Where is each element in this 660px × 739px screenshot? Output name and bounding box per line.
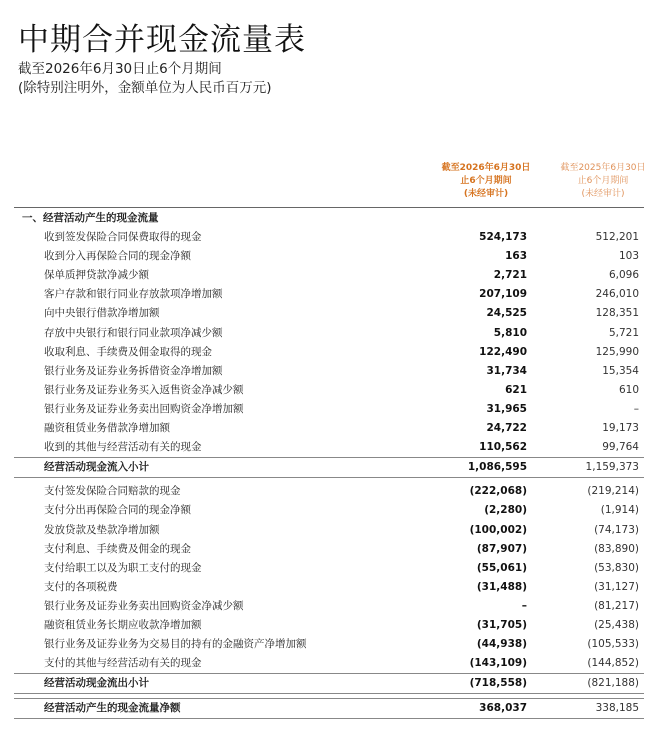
row-label: 支付的其他与经营活动有关的现金: [44, 657, 202, 670]
currency-note: (除特别注明外，金额单位为人民币百万元): [18, 80, 272, 96]
table-row: [14, 324, 644, 343]
outflow-subtotal-row: [14, 673, 644, 694]
previous-value: 338,185: [595, 702, 639, 715]
current-value: 24,722: [486, 422, 527, 435]
previous-period-column-header: [543, 162, 660, 201]
current-value: 5,810: [493, 326, 527, 339]
table-row: [14, 266, 644, 285]
previous-value: 610: [618, 383, 639, 396]
previous-value: (31,127): [594, 580, 639, 593]
row-label: 支付利息、手续费及佣金的现金: [44, 542, 191, 555]
current-value: 2,721: [493, 269, 527, 282]
table-row: [14, 501, 644, 520]
previous-period-header-line: 截至2025年6月30日: [560, 163, 646, 173]
table-row: [14, 482, 644, 501]
previous-value: (144,852): [587, 657, 639, 670]
previous-value: (81,217): [594, 599, 639, 612]
row-label: 银行业务及证券业务为交易目的持有的金融资产净增加额: [44, 638, 307, 651]
previous-value: 128,351: [595, 307, 639, 320]
row-label: 支付分出再保险合同的现金净额: [44, 504, 191, 517]
previous-value: (53,830): [594, 561, 639, 574]
row-label: 经营活动产生的现金流量净额: [44, 702, 181, 715]
row-label: 融资租赁业务长期应收款净增加额: [44, 618, 202, 631]
current-value: 31,965: [486, 402, 527, 415]
previous-value: (821,188): [587, 677, 639, 690]
previous-value: 1,159,373: [585, 461, 639, 474]
previous-period-header-line: 止6个月期间: [577, 176, 629, 186]
current-value: (87,907): [476, 542, 527, 555]
previous-value: (74,173): [594, 523, 639, 536]
inflow-subtotal-row: [14, 457, 644, 478]
row-label: 银行业务及证券业务买入返售资金净减少额: [44, 383, 244, 396]
row-label: 银行业务及证券业务卖出回购资金净增加额: [44, 402, 244, 415]
current-value: 368,037: [479, 702, 527, 715]
current-period-header-line: (未经审计): [463, 189, 509, 199]
current-value: 110,562: [479, 441, 527, 454]
table-row: [14, 540, 644, 559]
section-heading-row: [14, 209, 644, 228]
current-value: 24,525: [486, 307, 527, 320]
section-heading: 一、经营活动产生的现金流量: [22, 212, 159, 224]
current-value: –: [521, 599, 527, 612]
table-row: [14, 400, 644, 419]
previous-value: 246,010: [595, 288, 639, 301]
table-row: [14, 521, 644, 540]
previous-value: 5,721: [608, 326, 639, 339]
row-label: 支付签发保险合同赔款的现金: [44, 485, 181, 498]
previous-value: 103: [618, 250, 639, 263]
page-title: 中期合并现金流量表: [18, 22, 306, 58]
row-label: 收到签发保险合同保费取得的现金: [44, 231, 202, 244]
previous-value: –: [633, 402, 639, 415]
current-value: 524,173: [479, 231, 527, 244]
table-row: [14, 597, 644, 616]
table-row: [14, 438, 644, 457]
row-label: 收到的其他与经营活动有关的现金: [44, 441, 202, 454]
previous-value: (1,914): [600, 504, 639, 517]
previous-value: (83,890): [594, 542, 639, 555]
previous-value: 15,354: [602, 364, 639, 377]
current-value: 163: [505, 250, 527, 263]
table-row: [14, 304, 644, 323]
table-row: [14, 381, 644, 400]
current-value: (44,938): [476, 638, 527, 651]
current-period-header-line: 止6个月期间: [460, 176, 512, 186]
current-value: (143,109): [469, 657, 527, 670]
previous-value: (105,533): [587, 638, 639, 651]
table-row: [14, 228, 644, 247]
table-row: [14, 578, 644, 597]
table-row: [14, 285, 644, 304]
previous-period-header-line: (未经审计): [581, 189, 625, 199]
table-row: [14, 654, 644, 673]
outflow-rows: [14, 482, 644, 673]
row-label: 银行业务及证券业务卖出回购资金净减少额: [44, 599, 244, 612]
current-value: 31,734: [486, 364, 527, 377]
table-top-divider: [14, 207, 644, 208]
cash-flow-table: [14, 209, 644, 719]
table-row: [14, 343, 644, 362]
row-label: 向中央银行借款净增加额: [44, 307, 160, 320]
table-row: [14, 419, 644, 438]
row-label: 保单质押贷款净减少额: [44, 269, 149, 282]
previous-value: 99,764: [602, 441, 639, 454]
current-period-header-line: 截至2026年6月30日: [441, 163, 531, 173]
current-value: (100,002): [469, 523, 527, 536]
previous-value: 512,201: [595, 231, 639, 244]
row-label: 客户存款和银行同业存放款项净增加额: [44, 288, 223, 301]
current-value: 621: [505, 383, 527, 396]
row-label: 融资租赁业务借款净增加额: [44, 422, 170, 435]
table-row: [14, 559, 644, 578]
row-label: 收到分入再保险合同的现金净额: [44, 250, 191, 263]
row-label: 经营活动现金流入小计: [44, 461, 149, 474]
table-row: [14, 362, 644, 381]
row-label: 银行业务及证券业务拆借资金净增加额: [44, 364, 223, 377]
row-label: 经营活动现金流出小计: [44, 677, 149, 690]
current-value: (2,280): [484, 504, 527, 517]
previous-value: (25,438): [594, 618, 639, 631]
previous-value: 6,096: [608, 269, 639, 282]
current-value: (55,061): [476, 561, 527, 574]
current-value: (718,558): [469, 677, 527, 690]
previous-value: 19,173: [602, 422, 639, 435]
table-row: [14, 635, 644, 654]
current-value: (222,068): [469, 485, 527, 498]
net-cash-flow-row: [14, 698, 644, 719]
period-subtitle: 截至2026年6月30日止6个月期间: [18, 61, 222, 77]
current-value: (31,705): [476, 618, 527, 631]
current-value: 207,109: [479, 288, 527, 301]
previous-value: (219,214): [587, 485, 639, 498]
current-value: (31,488): [476, 580, 527, 593]
current-value: 1,086,595: [467, 461, 527, 474]
previous-value: 125,990: [595, 345, 639, 358]
row-label: 存放中央银行和银行同业款项净减少额: [44, 326, 223, 339]
table-row: [14, 616, 644, 635]
row-label: 支付给职工以及为职工支付的现金: [44, 561, 202, 574]
row-label: 发放贷款及垫款净增加额: [44, 523, 160, 536]
row-label: 收取利息、手续费及佣金取得的现金: [44, 345, 212, 358]
table-row: [14, 247, 644, 266]
inflow-rows: [14, 228, 644, 457]
current-period-column-header: [426, 162, 546, 201]
current-value: 122,490: [479, 345, 527, 358]
row-label: 支付的各项税费: [44, 580, 118, 593]
